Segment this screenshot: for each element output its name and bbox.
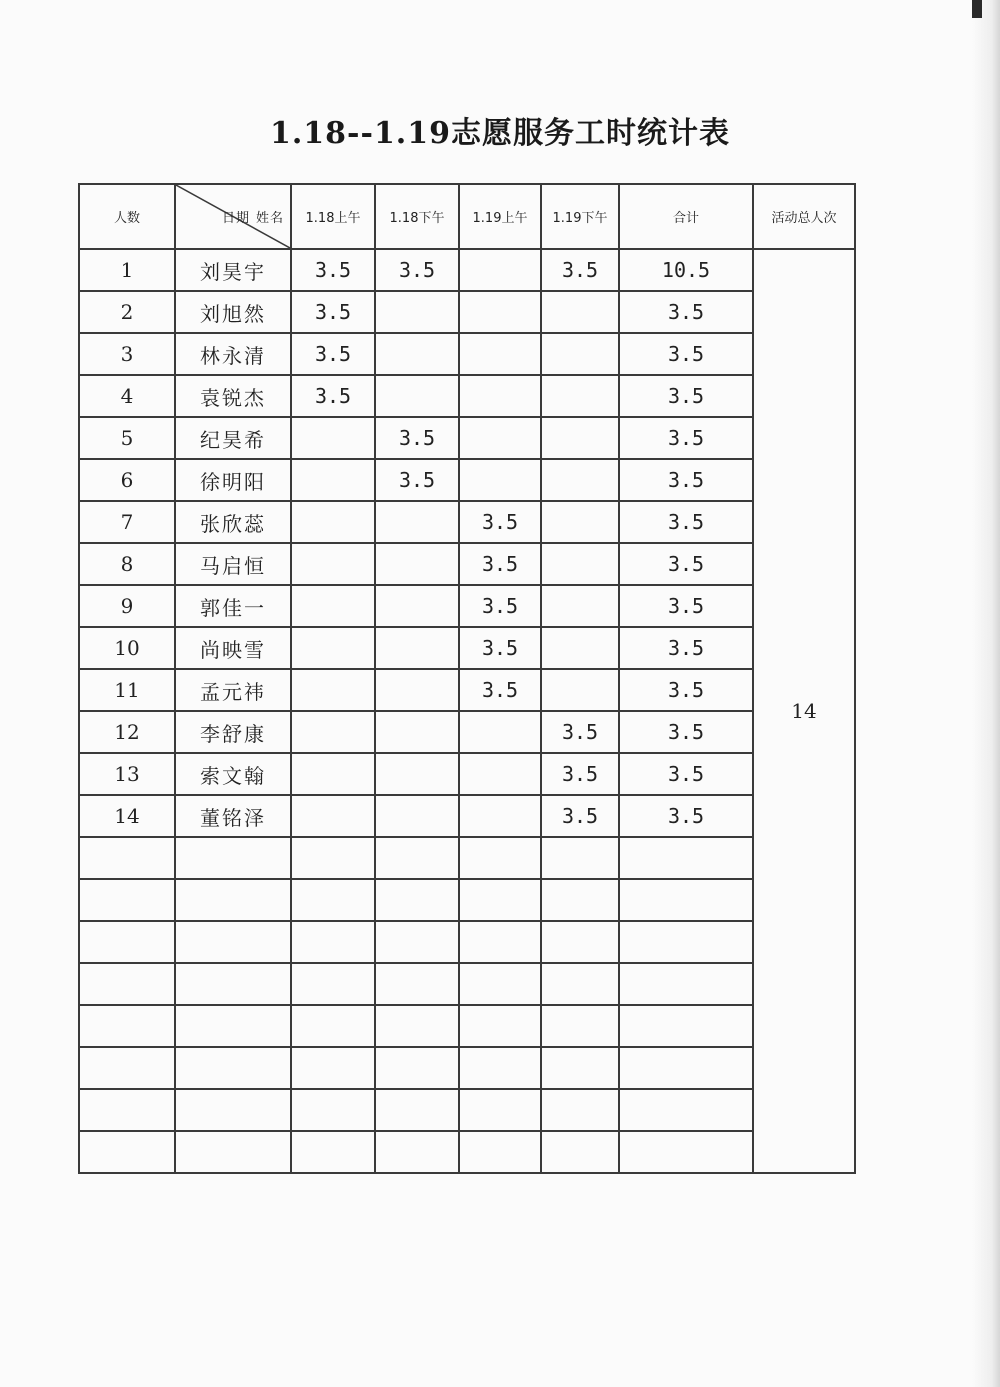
row-index: 6 <box>79 459 175 501</box>
hours-slot-2 <box>375 543 459 585</box>
table-row <box>79 543 855 585</box>
hours-slot-2 <box>375 1005 459 1047</box>
row-index: 3 <box>79 333 175 375</box>
hours-slot-2 <box>375 921 459 963</box>
hours-slot-3 <box>459 921 541 963</box>
hours-slot-3 <box>459 837 541 879</box>
hours-slot-1 <box>291 711 375 753</box>
volunteer-name <box>175 1005 291 1047</box>
hours-total: 3.5 <box>619 543 753 585</box>
header-date-name-label <box>222 207 284 226</box>
header-slot-1: 1.18上午 <box>291 184 375 249</box>
hours-slot-4 <box>541 417 619 459</box>
header-date: 日期 <box>221 211 250 226</box>
hours-total <box>619 1005 753 1047</box>
row-index: 2 <box>79 291 175 333</box>
header-total: 合计 <box>619 184 753 249</box>
hours-total <box>619 963 753 1005</box>
hours-slot-3 <box>459 1005 541 1047</box>
hours-slot-3 <box>459 1047 541 1089</box>
hours-slot-1 <box>291 459 375 501</box>
hours-slot-4 <box>541 1005 619 1047</box>
hours-slot-2 <box>375 291 459 333</box>
hours-slot-2 <box>375 795 459 837</box>
hours-slot-1: 3.5 <box>291 333 375 375</box>
hours-table <box>78 183 856 1174</box>
hours-total: 3.5 <box>619 501 753 543</box>
volunteer-name: 马启恒 <box>175 543 291 585</box>
hours-slot-3 <box>459 459 541 501</box>
table-row <box>79 963 855 1005</box>
hours-slot-2 <box>375 1089 459 1131</box>
row-index <box>79 1005 175 1047</box>
table-row <box>79 1047 855 1089</box>
hours-slot-1 <box>291 1047 375 1089</box>
hours-slot-4 <box>541 333 619 375</box>
scan-corner-mark <box>972 0 982 18</box>
volunteer-name <box>175 879 291 921</box>
table-row <box>79 1131 855 1173</box>
volunteer-name: 索文翰 <box>175 753 291 795</box>
hours-slot-1 <box>291 543 375 585</box>
hours-slot-4 <box>541 291 619 333</box>
volunteer-name: 徐明阳 <box>175 459 291 501</box>
hours-slot-4: 3.5 <box>541 795 619 837</box>
hours-slot-1: 3.5 <box>291 375 375 417</box>
hours-slot-4 <box>541 879 619 921</box>
row-index <box>79 1047 175 1089</box>
hours-slot-4 <box>541 375 619 417</box>
volunteer-name: 董铭泽 <box>175 795 291 837</box>
hours-slot-2 <box>375 837 459 879</box>
hours-total: 3.5 <box>619 669 753 711</box>
hours-slot-2: 3.5 <box>375 417 459 459</box>
table-row <box>79 291 855 333</box>
row-index <box>79 1131 175 1173</box>
table-row <box>79 375 855 417</box>
table-row <box>79 459 855 501</box>
volunteer-name: 袁锐杰 <box>175 375 291 417</box>
hours-slot-4 <box>541 1047 619 1089</box>
table-row <box>79 921 855 963</box>
hours-slot-1: 3.5 <box>291 291 375 333</box>
table-row <box>79 417 855 459</box>
hours-slot-3 <box>459 963 541 1005</box>
volunteer-name: 郭佳一 <box>175 585 291 627</box>
volunteer-name: 孟元祎 <box>175 669 291 711</box>
row-index: 9 <box>79 585 175 627</box>
hours-total: 3.5 <box>619 627 753 669</box>
table-row <box>79 501 855 543</box>
hours-slot-1 <box>291 627 375 669</box>
hours-slot-4 <box>541 921 619 963</box>
volunteer-name <box>175 1131 291 1173</box>
volunteer-name <box>175 963 291 1005</box>
table-row <box>79 1005 855 1047</box>
page-title: 1.18--1.19志愿服务工时统计表 <box>269 116 731 151</box>
row-index <box>79 837 175 879</box>
row-index: 8 <box>79 543 175 585</box>
hours-slot-4 <box>541 543 619 585</box>
hours-slot-1 <box>291 501 375 543</box>
hours-slot-2 <box>375 753 459 795</box>
volunteer-name: 张欣蕊 <box>175 501 291 543</box>
table-row <box>79 333 855 375</box>
hours-slot-2 <box>375 669 459 711</box>
header-slot-3: 1.19上午 <box>459 184 541 249</box>
volunteer-name: 林永清 <box>175 333 291 375</box>
row-index <box>79 879 175 921</box>
hours-slot-3 <box>459 249 541 291</box>
hours-total: 3.5 <box>619 753 753 795</box>
volunteer-name <box>175 837 291 879</box>
header-count: 人数 <box>79 184 175 249</box>
header-slot-2: 1.18下午 <box>375 184 459 249</box>
hours-total: 3.5 <box>619 417 753 459</box>
volunteer-name <box>175 1047 291 1089</box>
table-row <box>79 585 855 627</box>
hours-slot-3 <box>459 1089 541 1131</box>
row-index <box>79 921 175 963</box>
hours-slot-1: 3.5 <box>291 249 375 291</box>
hours-total <box>619 921 753 963</box>
hours-slot-2 <box>375 963 459 1005</box>
row-index: 5 <box>79 417 175 459</box>
volunteer-name: 刘旭然 <box>175 291 291 333</box>
hours-slot-4 <box>541 963 619 1005</box>
hours-slot-2 <box>375 1131 459 1173</box>
row-index: 7 <box>79 501 175 543</box>
hours-slot-2 <box>375 501 459 543</box>
hours-slot-2: 3.5 <box>375 249 459 291</box>
hours-total: 3.5 <box>619 333 753 375</box>
row-index: 4 <box>79 375 175 417</box>
header-row <box>79 184 855 249</box>
hours-total <box>619 1089 753 1131</box>
hours-slot-1 <box>291 879 375 921</box>
hours-total: 3.5 <box>619 585 753 627</box>
hours-slot-3 <box>459 711 541 753</box>
hours-total <box>619 837 753 879</box>
table-row <box>79 711 855 753</box>
hours-slot-1 <box>291 1089 375 1131</box>
hours-slot-4 <box>541 669 619 711</box>
table-row <box>79 879 855 921</box>
row-index: 13 <box>79 753 175 795</box>
hours-slot-2 <box>375 627 459 669</box>
hours-slot-3 <box>459 417 541 459</box>
hours-total <box>619 879 753 921</box>
table-row <box>79 249 855 291</box>
hours-slot-1 <box>291 753 375 795</box>
hours-slot-4 <box>541 585 619 627</box>
hours-total: 10.5 <box>619 249 753 291</box>
hours-slot-4: 3.5 <box>541 249 619 291</box>
hours-slot-1 <box>291 669 375 711</box>
hours-slot-2: 3.5 <box>375 459 459 501</box>
hours-slot-4: 3.5 <box>541 753 619 795</box>
hours-slot-3 <box>459 1131 541 1173</box>
hours-slot-3: 3.5 <box>459 585 541 627</box>
table-row <box>79 795 855 837</box>
row-index: 10 <box>79 627 175 669</box>
activity-total-value: 14 <box>753 249 855 1173</box>
hours-slot-3: 3.5 <box>459 543 541 585</box>
volunteer-name: 尚映雪 <box>175 627 291 669</box>
table-row <box>79 1089 855 1131</box>
hours-slot-1 <box>291 1005 375 1047</box>
header-slot-4: 1.19下午 <box>541 184 619 249</box>
hours-slot-3 <box>459 753 541 795</box>
hours-slot-4 <box>541 459 619 501</box>
table-row <box>79 837 855 879</box>
hours-slot-4 <box>541 1131 619 1173</box>
hours-total: 3.5 <box>619 375 753 417</box>
hours-total: 3.5 <box>619 291 753 333</box>
hours-slot-1 <box>291 1131 375 1173</box>
volunteer-name <box>175 1089 291 1131</box>
row-index <box>79 963 175 1005</box>
hours-total: 3.5 <box>619 795 753 837</box>
hours-slot-1 <box>291 837 375 879</box>
hours-slot-2 <box>375 879 459 921</box>
hours-slot-3 <box>459 291 541 333</box>
hours-slot-4 <box>541 837 619 879</box>
hours-slot-2 <box>375 711 459 753</box>
volunteer-name: 刘昊宇 <box>175 249 291 291</box>
hours-slot-3 <box>459 795 541 837</box>
hours-slot-3: 3.5 <box>459 627 541 669</box>
header-name: 姓名 <box>255 211 284 226</box>
hours-total: 3.5 <box>619 711 753 753</box>
row-index: 11 <box>79 669 175 711</box>
table-row <box>79 753 855 795</box>
row-index <box>79 1089 175 1131</box>
hours-slot-3: 3.5 <box>459 669 541 711</box>
hours-total: 3.5 <box>619 459 753 501</box>
hours-slot-3 <box>459 333 541 375</box>
scan-edge-shadow <box>972 0 1000 1387</box>
row-index: 12 <box>79 711 175 753</box>
hours-slot-3 <box>459 879 541 921</box>
hours-slot-1 <box>291 795 375 837</box>
volunteer-name <box>175 921 291 963</box>
hours-slot-1 <box>291 585 375 627</box>
hours-slot-4 <box>541 1089 619 1131</box>
volunteer-name: 纪昊希 <box>175 417 291 459</box>
hours-slot-3 <box>459 375 541 417</box>
header-activity-total: 活动总人次 <box>753 184 855 249</box>
row-index: 1 <box>79 249 175 291</box>
row-index: 14 <box>79 795 175 837</box>
volunteer-name: 李舒康 <box>175 711 291 753</box>
hours-slot-4 <box>541 501 619 543</box>
hours-total <box>619 1131 753 1173</box>
hours-slot-1 <box>291 921 375 963</box>
hours-slot-2 <box>375 1047 459 1089</box>
hours-slot-1 <box>291 963 375 1005</box>
hours-slot-2 <box>375 333 459 375</box>
hours-slot-4 <box>541 627 619 669</box>
hours-total <box>619 1047 753 1089</box>
table-row <box>79 627 855 669</box>
hours-slot-2 <box>375 375 459 417</box>
hours-slot-2 <box>375 585 459 627</box>
header-date-name <box>175 184 291 249</box>
hours-slot-1 <box>291 417 375 459</box>
hours-slot-4: 3.5 <box>541 711 619 753</box>
hours-slot-3: 3.5 <box>459 501 541 543</box>
table-row <box>79 669 855 711</box>
